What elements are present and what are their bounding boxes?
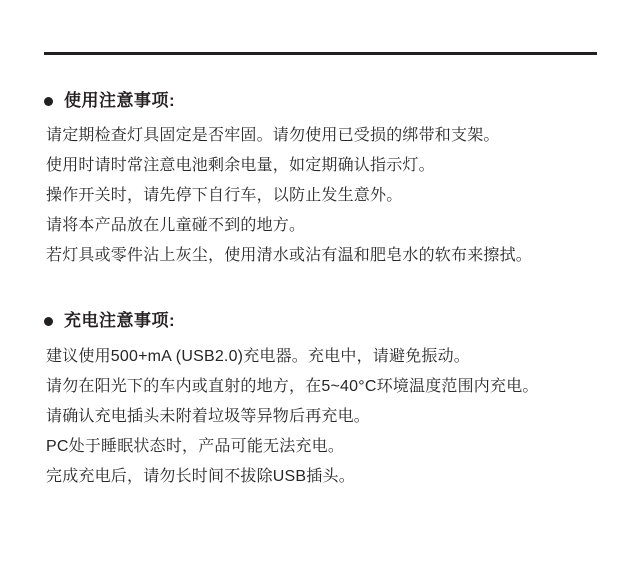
- body-line: 若灯具或零件沾上灰尘，使用清水或沾有温和肥皂水的软布来擦拭。: [46, 247, 533, 265]
- section-body-usage-notes: [46, 121, 596, 271]
- body-line: 操作开关时，请先停下自行车，以防止发生意外。: [46, 187, 403, 205]
- body-line: 请将本产品放在儿童碰不到的地方。: [46, 217, 306, 235]
- body-line: 使用时请时常注意电池剩余电量，如定期确认指示灯。: [46, 157, 435, 175]
- horizontal-divider: [44, 52, 597, 55]
- bullet-dot-icon: [44, 97, 53, 106]
- body-line: 请确认充电插头未附着垃圾等异物后再充电。: [46, 407, 371, 425]
- document-page: [0, 52, 640, 574]
- section-usage-notes: [44, 91, 596, 271]
- body-line: 请勿在阳光下的车内或直射的地方，在5~40°C环境温度范围内充电。: [46, 377, 539, 395]
- body-line: 完成充电后，请勿长时间不拔除USB插头。: [46, 467, 355, 485]
- body-line: 建议使用500+mA (USB2.0)充电器。充电中，请避免振动。: [46, 347, 470, 365]
- section-charging-notes: [44, 311, 596, 491]
- section-heading-label: 使用注意事项:: [64, 91, 176, 110]
- bullet-dot-icon: [44, 317, 53, 326]
- section-heading-usage-notes: [44, 91, 596, 111]
- body-line: 请定期检查灯具固定是否牢固。请勿使用已受损的绑带和支架。: [46, 127, 500, 145]
- section-body-charging-notes: [46, 342, 596, 492]
- body-line: PC处于睡眠状态时，产品可能无法充电。: [46, 437, 345, 455]
- section-heading-charging-notes: [44, 311, 596, 331]
- section-heading-label: 充电注意事项:: [64, 311, 176, 331]
